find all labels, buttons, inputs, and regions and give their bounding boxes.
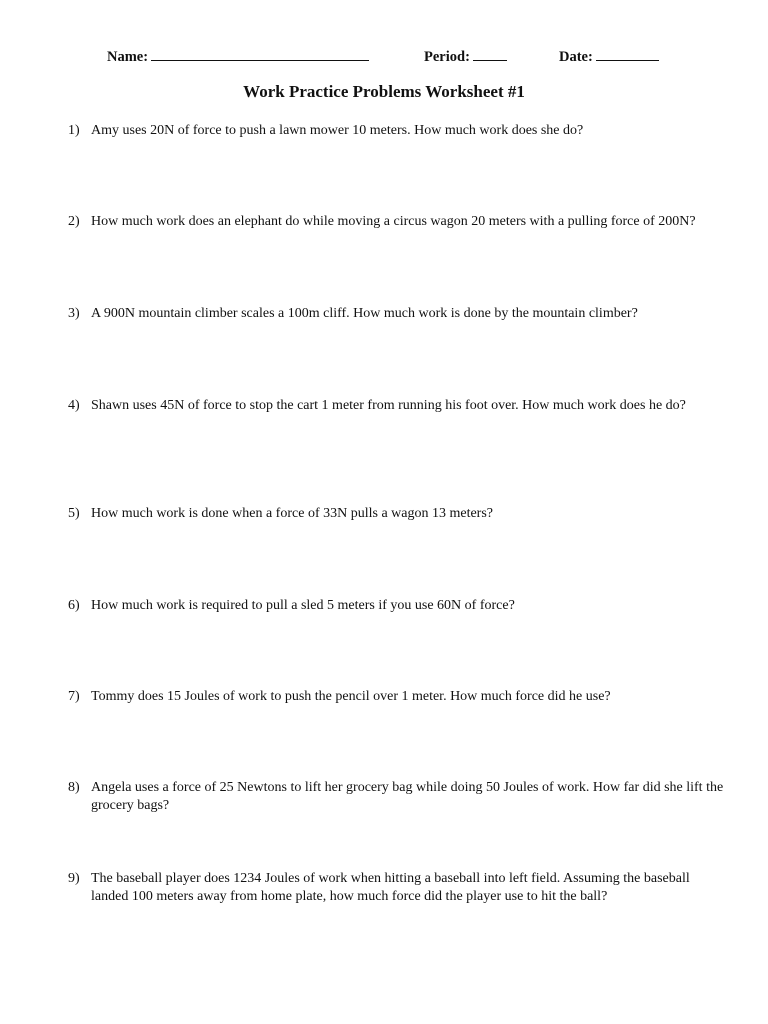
- problem-text: A 900N mountain climber scales a 100m cliff. How much work is done by the mountain climber?: [91, 306, 638, 321]
- name-field: [107, 46, 369, 66]
- period-field: [424, 46, 507, 66]
- problem-number: 1): [68, 123, 80, 138]
- date-field: [559, 46, 659, 66]
- problem-number: 6): [68, 598, 80, 613]
- problem-number: 5): [68, 506, 80, 521]
- period-blank-line[interactable]: [473, 46, 507, 61]
- problem-text: How much work is required to pull a sled 5 meters if you use 60N of force?: [91, 598, 515, 613]
- problem-number: 9): [68, 871, 80, 886]
- problem-item: [68, 779, 728, 815]
- name-label: Name:: [107, 49, 149, 65]
- problem-number: 3): [68, 306, 80, 321]
- problem-item: [68, 597, 728, 615]
- name-blank-line[interactable]: [151, 46, 369, 61]
- problem-number: 8): [68, 780, 80, 795]
- problem-number: 7): [68, 689, 80, 704]
- problem-item: [68, 505, 728, 523]
- problem-number: 2): [68, 214, 80, 229]
- problem-text: The baseball player does 1234 Joules of work when hitting a baseball into left field. Assuming the baseball landed 100 meters away from home plate, how much force did the player use to hit the ball?: [91, 871, 690, 904]
- problem-item: [68, 213, 728, 231]
- problem-text: Angela uses a force of 25 Newtons to lift her grocery bag while doing 50 Joules of work. How far did she lift the grocery bags?: [91, 780, 724, 813]
- date-blank-line[interactable]: [596, 46, 659, 61]
- problem-item: [68, 397, 728, 415]
- problem-item: [68, 122, 728, 140]
- problem-text: Amy uses 20N of force to push a lawn mower 10 meters. How much work does she do?: [91, 123, 584, 138]
- problem-text: Shawn uses 45N of force to stop the cart 1 meter from running his foot over. How much work does he do?: [91, 398, 686, 413]
- date-label: Date:: [559, 49, 593, 65]
- problem-item: [68, 870, 728, 906]
- period-label: Period:: [424, 49, 470, 65]
- problem-text: How much work is done when a force of 33N pulls a wagon 13 meters?: [91, 506, 494, 521]
- header-row: [0, 46, 768, 68]
- problem-text: How much work does an elephant do while moving a circus wagon 20 meters with a pulling force of 200N?: [91, 214, 696, 229]
- problem-number: 4): [68, 398, 80, 413]
- problem-text: Tommy does 15 Joules of work to push the pencil over 1 meter. How much force did he use?: [91, 689, 611, 704]
- problem-item: [68, 305, 728, 323]
- problem-item: [68, 688, 728, 706]
- worksheet-title: Work Practice Problems Worksheet #1: [243, 82, 525, 101]
